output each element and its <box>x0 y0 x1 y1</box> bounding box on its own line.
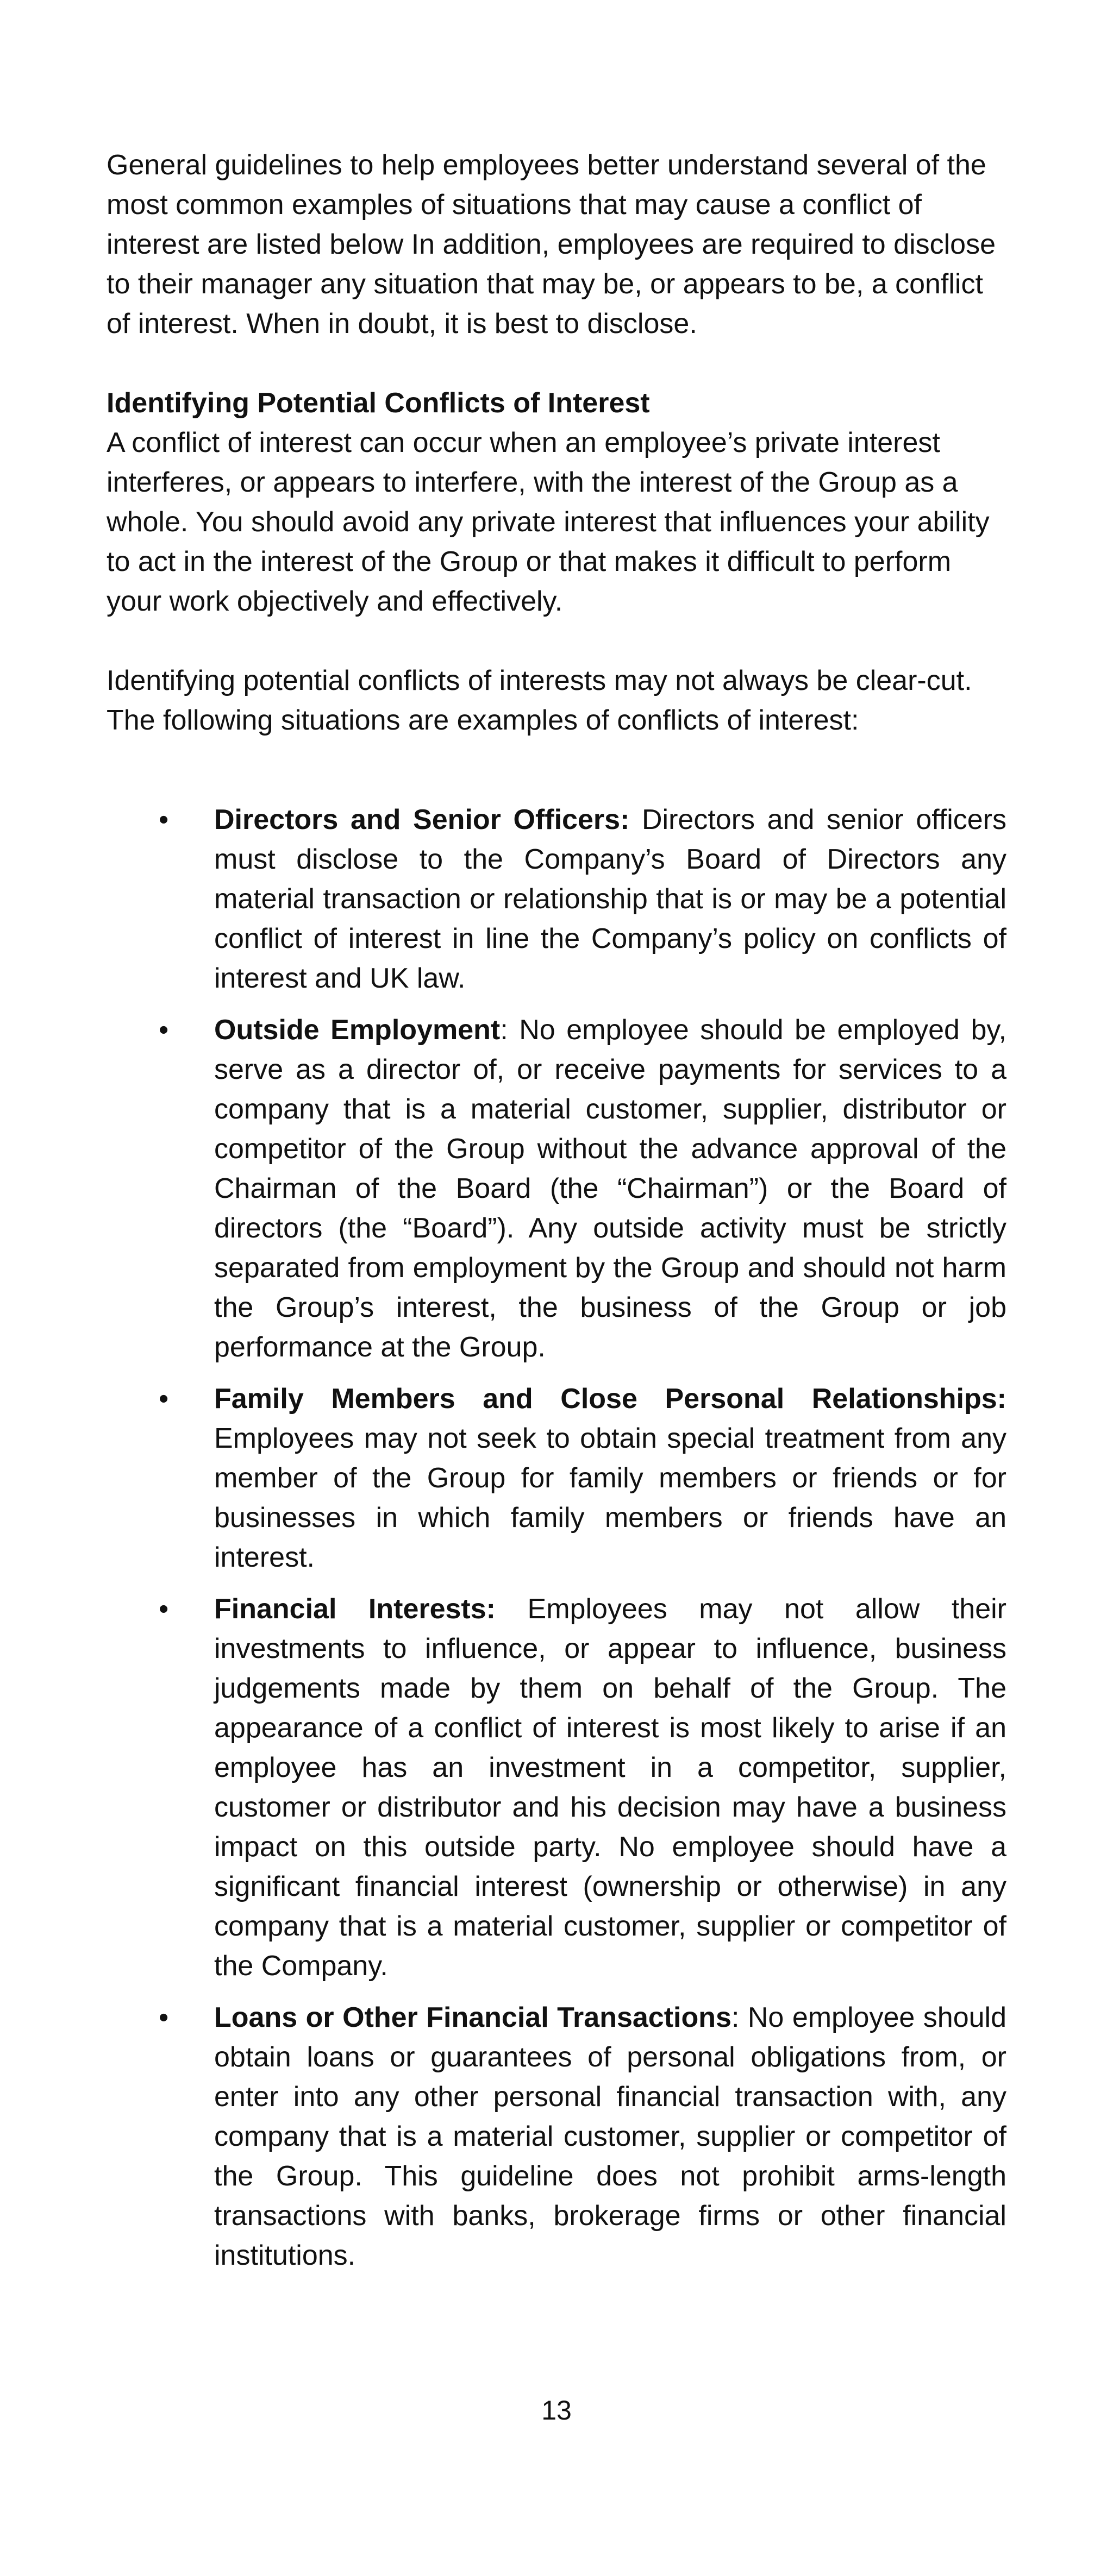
bullet-icon: • <box>159 2002 169 2033</box>
bullet-icon: • <box>159 1014 169 1046</box>
list-item-loans-financial-transactions <box>107 1998 1006 2276</box>
bullet-icon: • <box>159 1383 169 1415</box>
bullet-icon: • <box>159 804 169 835</box>
list-item-text: : No employee should obtain loans or guarantees of personal obligations from, or enter into any other personal financial transaction with, any company that is a material customer, supplier or competitor of the Group. This guideline does not prohibit arms-length transactions with banks, brokerage firms or other financial institutions. <box>214 2002 1007 2271</box>
list-item-term: Loans or Other Financial Transactions <box>214 2002 731 2033</box>
list-item-outside-employment <box>107 1010 1006 1367</box>
document-page <box>107 146 1006 2288</box>
list-item-paragraph <box>214 800 1006 998</box>
page-number: 13 <box>541 2395 572 2426</box>
list-item-term: Family Members and Close Personal Relationships: <box>214 1383 1006 1415</box>
list-item-term: Directors and Senior Officers: <box>214 804 630 835</box>
list-item-paragraph <box>214 1998 1006 2276</box>
list-item-term: Outside Employment <box>214 1014 501 1046</box>
list-lead-in-paragraph: Identifying potential conflicts of interests may not always be clear-cut. The following situations are examples of conflicts of interest: <box>107 665 972 736</box>
list-item-paragraph <box>214 1589 1006 1986</box>
list-item-text: Directors and senior officers must disclose to the Company’s Board of Directors any material transaction or relationship that is or may be a potential conflict of interest in line the Company’s policy on conflicts of interest and UK law. <box>214 804 1006 994</box>
list-item-financial-interests <box>107 1589 1006 1986</box>
list-item-text: Employees may not allow their investments to influence, or appear to influence, business judgements made by them on behalf of the Group. The appearance of a conflict of interest is most likely to arise if an employee has an investment in a competitor, supplier, customer or distributor and his decision may have a business impact on this outside party. No employee should have a significant financial interest (ownership or otherwise) in any company that is a material customer, supplier or competitor of the Company. <box>214 1593 1006 1982</box>
list-item-paragraph <box>214 1379 1006 1578</box>
section-body-paragraph: A conflict of interest can occur when an employee’s private interest interferes, or appears to interfere, with the interest of the Group as a whole. You should avoid any private interest that influences your ability to act in the interest of the Group or that makes it difficult to perform your work objectively and effectively. <box>107 427 990 617</box>
conflict-examples-list <box>107 800 1006 2276</box>
intro-paragraph: General guidelines to help employees better understand several of the most common examples of situations that may cause a conflict of interest are listed below In addition, employees are required to disclose to their manager any situation that may be, or appears to be, a conflict of interest. When in doubt, it is best to disclose. <box>107 149 996 340</box>
list-item-family-members <box>107 1379 1006 1578</box>
list-item-paragraph <box>214 1010 1006 1367</box>
list-item-directors-senior-officers <box>107 800 1006 998</box>
bullet-icon: • <box>159 1593 169 1625</box>
list-item-term: Financial Interests: <box>214 1593 496 1625</box>
list-item-text: : No employee should be employed by, serve as a director of, or receive payments for services to a company that is a material customer, supplier, distributor or competitor of the Group without the advance approval of the Chairman of the Board (the “Chairman”) or the Board of directors (the “Board”). Any outside activity must be strictly separated from employment by the Group and should not harm the Group’s interest, the business of the Group or job performance at the Group. <box>214 1014 1007 1363</box>
list-item-text: Employees may not seek to obtain special treatment from any member of the Group for family members or friends or for businesses in which family members or friends have an interest. <box>214 1423 1006 1573</box>
section-heading: Identifying Potential Conflicts of Interest <box>107 387 650 419</box>
